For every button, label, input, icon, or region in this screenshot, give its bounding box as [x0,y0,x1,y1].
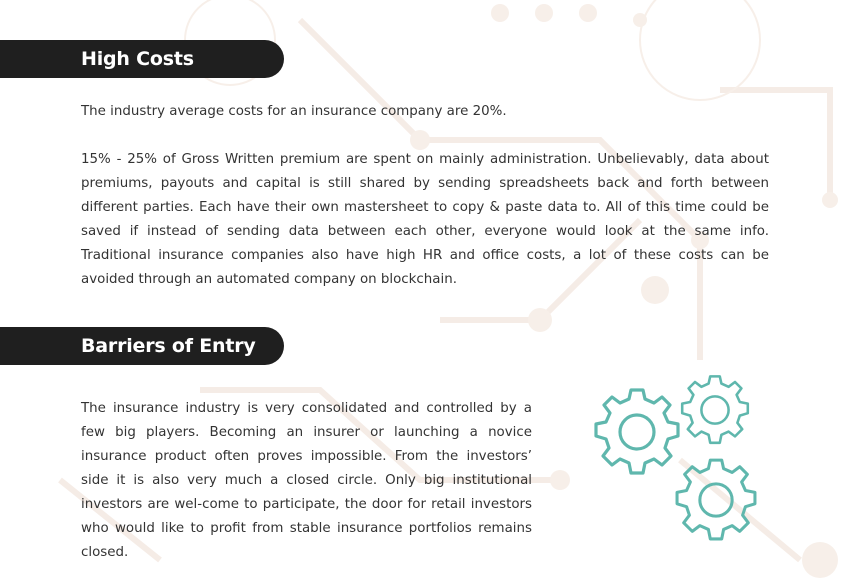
barriers-heading: Barriers of Entry [81,335,256,357]
barriers-heading-bar [0,327,284,365]
high-costs-heading-bar [0,40,284,78]
barriers-body: The insurance industry is very consolidated and controlled by a few big players. Becoming an insurer or launching a novice insurance product often proves impossible. From the investors’ side it is also very much a closed circle. Only big institutional investors are wel-come to participate, the door for retail investors who would like to profit from stable insurance portfolios remains closed. [81,401,532,560]
gears-icon [588,372,770,554]
high-costs-intro: The industry average costs for an insurance company are 20%. [81,104,507,119]
high-costs-heading: High Costs [81,48,194,70]
high-costs-body: 15% - 25% of Gross Written premium are spent on mainly administration. Unbelievably, data about premiums, payouts and capital is still shared by sending spreadsheets back and forth between different parties. Each have their own mastersheet to copy & paste data to. All of this time could be saved if instead of sending data between each other, everyone would look at the same info. Traditional insurance companies also have high HR and office costs, a lot of these costs can be avoided through an automated company on blockchain. [81,152,769,287]
